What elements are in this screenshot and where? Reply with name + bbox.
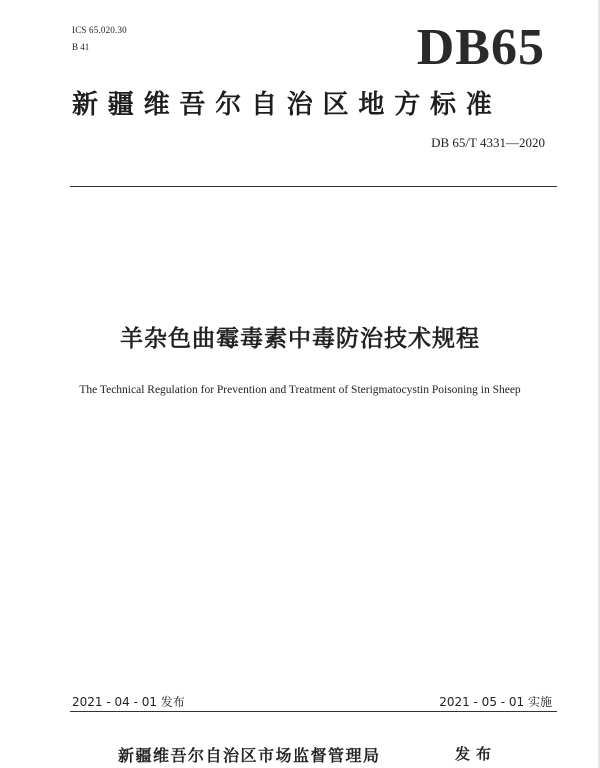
standard-number: DB 65/T 4331—2020: [431, 135, 545, 150]
document-title-english: The Technical Regulation for Prevention and Treatment of Sterigmatocystin Poisoning in Sheep: [79, 384, 521, 396]
issuing-authority: 新疆维吾尔自治区市场监督管理局: [118, 746, 381, 765]
top-divider: [70, 186, 557, 187]
document-title-chinese: 羊杂色曲霉毒素中毒防治技术规程: [120, 326, 480, 352]
ics-code: ICS 65.020.30: [72, 25, 127, 35]
issue-label: 发布: [455, 745, 498, 763]
implementation-date: 2021 - 05 - 01 实施: [439, 695, 552, 709]
issue-date: 2021 - 04 - 01 发布: [72, 695, 185, 709]
standard-type-heading: 新疆维吾尔自治区地方标准: [72, 90, 502, 120]
db65-logo: DB65: [416, 19, 545, 76]
ccs-code: B 41: [72, 42, 90, 52]
bottom-divider: [70, 711, 557, 712]
